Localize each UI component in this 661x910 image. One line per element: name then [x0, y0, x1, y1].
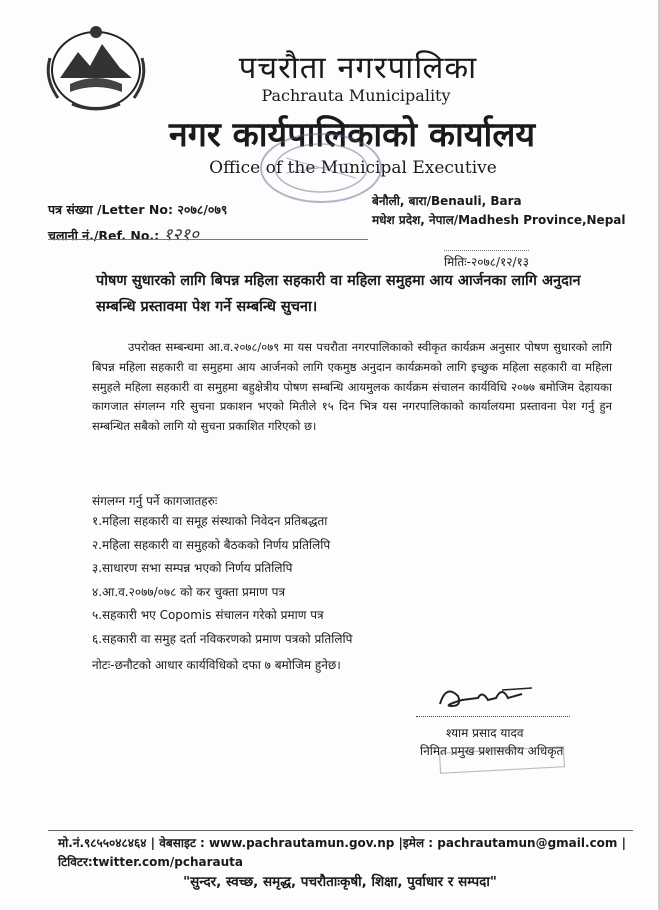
- municipality-name-nepali: पचरौता नगरपालिका: [238, 50, 478, 86]
- footer-twitter: टिविटर:twitter.com/pcharauta: [58, 855, 243, 869]
- list-item: २.महिला सहकारी वा समुहको बैठकको निर्णय प्रतिलिपि: [92, 537, 331, 552]
- list-item: ३.साधारण सभा सम्पन्न भएको निर्णय प्रतिलिपि: [92, 561, 293, 575]
- footer-divider: [48, 830, 633, 831]
- signature-icon: [432, 676, 542, 716]
- notice-subject: पोषण सुधारको लागि बिपन्न महिला सहकारी वा महिला समुहमा आय आर्जनका लागि अनुदान सम्बन्धि प्रस्तावमा पेश गर्ने सम्बन्धि सुचना।: [96, 273, 581, 315]
- signatory-name: श्याम प्रसाद यादव: [446, 726, 524, 740]
- list-item: ४.आ.व.२०७७/०७८ को कर चुक्ता प्रमाण पत्र: [92, 584, 286, 599]
- attachments-title: संगलग्न गर्नु पर्ने कागजातहरुः: [92, 494, 218, 508]
- ref-number-row: [48, 222, 305, 245]
- attachments-list: [92, 510, 352, 651]
- list-item: ५.सहकारी भए Copomis संचालन गरेको प्रमाण पत्र: [92, 608, 324, 622]
- office-name-nepali: नगर कार्यपालिकाको कार्यालय: [168, 115, 536, 155]
- nepal-emblem-icon: [40, 18, 152, 116]
- municipality-name-english: Pachrauta Municipality: [261, 86, 451, 105]
- ref-number-value: १२१०: [163, 225, 199, 245]
- footer-contact: मो.नं.९८५५०४८४६४ | वेबसाइट : www.pachrautamun.gov.np |इमेल : pachrautamun@gmail.com |: [58, 836, 626, 850]
- office-name-english: Office of the Municipal Executive: [209, 158, 497, 178]
- signatory-stamp-icon: [438, 746, 566, 774]
- notice-body: उपरोक्त सम्बन्धमा आ.व.२०७८/०७९ मा यस पचरौता नगरपालिकाको स्वीकृत कार्यक्रम अनुसार पोषण सुधारको लागि बिपन्न महिला सहकारी वा समुहमा आय आर्जनको लागि एकमुष्ठ अनुदान कार्यक्रमको लागि इच्छुक महिला सहकारी वा महिला समुहले महिला सहकारी वा समुहमा बहुक्षेत्रीय पोषण सम्बन्धि आयमुलक कार्यक्रम संचालन कार्यविधि २०७७ बमोजिम देहायका कागजात संगलग्न गरि सुचना प्रकाशन भएको मितीले १५ दिन भित्र यस नगरपालिकाको कार्यालयमा प्रस्तावना पेश गर्नु हुन सम्बन्धित सबैको लागि यो सुचना प्रकाशित गरिएको छ।: [92, 340, 612, 434]
- letter-number-label: पत्र संख्या /Letter No:: [48, 202, 173, 217]
- ref-number-label: चलानी नं./Ref. No.:: [48, 228, 160, 243]
- letter-number-row: [48, 201, 227, 218]
- address-line-2: मधेश प्रदेश, नेपाल/Madhesh Province,Nepal: [372, 213, 626, 227]
- footer-motto: "सुन्दर, स्वच्छ, समृद्ध, पचरौताःकृषी, शिक्षा, पुर्वाधार र सम्पदा": [183, 874, 497, 890]
- notice-note: नोटः-छनौटको आधार कार्यविधिको दफा ७ बमोजिम हुनेछ।: [92, 658, 341, 672]
- list-item: १.महिला सहकारी वा समूह संस्थाको निवेदन प्रतिबद्धता: [92, 514, 328, 528]
- letter-date: मितिः-२०७८/१२/१३: [444, 250, 529, 270]
- address-line-1: बेनौली, बारा/Benauli, Bara: [372, 194, 522, 208]
- letter-number-value: २०७८/०७९: [177, 202, 228, 217]
- signatory-title: निमित प्रमुख प्रशासकीय अधिकृत: [420, 744, 564, 758]
- signature-line: [416, 716, 570, 717]
- header-divider: [48, 239, 368, 240]
- list-item: ६.सहकारी वा समुह दर्ता नविकरणको प्रमाण पत्रको प्रतिलिपि: [92, 631, 353, 646]
